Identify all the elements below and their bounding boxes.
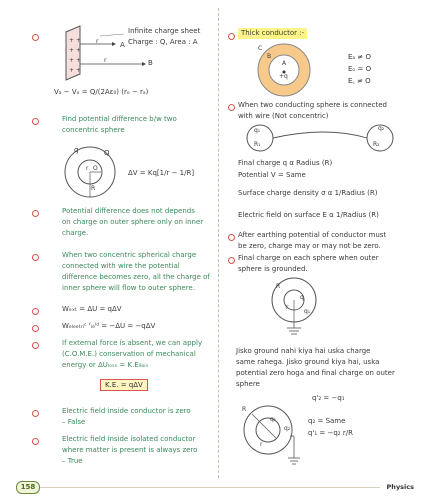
ground-q1: q₁ (304, 308, 311, 315)
sphere-q1: q₁ (254, 127, 261, 134)
ef-iso-line3: – True (62, 457, 83, 465)
earth-line2: be zero, charge may or may not be zero. (238, 242, 381, 250)
ext-line3: energy or ΔUₗₒₛₛ = K.E₉ₐᵢₙ (62, 361, 149, 369)
label-B: B (148, 59, 153, 67)
final-r: r (260, 441, 263, 448)
wire-line1: When two concentric spherical charge (62, 251, 197, 259)
sphere-R1: R₁ (254, 141, 261, 148)
grounded-sphere-diagram (264, 276, 324, 336)
final-charge-text: Final charge q α Radius (R) (238, 159, 333, 167)
pd-line1: Potential difference does not depends (62, 207, 195, 215)
ext-line1: If external force is absent, we can apply (62, 339, 203, 347)
potential-same-text: Potential V = Same (238, 171, 306, 179)
ground-r: r (286, 304, 289, 311)
sheet-caption: Infinite charge sheet (128, 27, 201, 35)
concentric-sphere-diagram (60, 142, 120, 202)
hindi-line2: same rahega. Jisko ground kiya hai, uska (236, 358, 380, 366)
footer-rule (40, 487, 380, 488)
ef-iso-line2: where matter is present is always zero (62, 446, 198, 454)
subject-label: Physics (386, 483, 414, 491)
bullet-icon (228, 33, 235, 40)
svg-text:+ +: + + (69, 67, 81, 74)
sheet-charge-area: Charge : Q, Area : A (128, 38, 198, 46)
hindi-line1: Jisko ground nahi kiya hai uska charge (236, 347, 371, 355)
outer-line2: sphere is grounded. (238, 265, 308, 273)
ef-iso-line1: Electric field inside isolated conductor (62, 435, 196, 443)
thick-conductor-diagram (256, 42, 312, 98)
svg-text:+ +: + + (69, 57, 81, 64)
thick-conductor-title: Thick conductor :- (238, 28, 307, 39)
work-external: Wₑₓₜ = ΔU = qΔV (62, 305, 122, 313)
delta-v-formula: ΔV = Kq[1/r − 1/R] (128, 169, 195, 177)
final-q2: q₂ (284, 425, 291, 432)
bullet-icon (32, 210, 39, 217)
wire-line4: inner sphere will flow to outer sphere. (62, 284, 195, 292)
ground-R: R (276, 283, 281, 290)
bullet-icon (32, 325, 39, 332)
ef-zero-line2: – False (62, 418, 86, 426)
sphere-q: q (74, 146, 79, 154)
find-pd-line1: Find potential difference b/w two (62, 115, 177, 123)
wire-line2: connected with wire the potential (62, 262, 180, 270)
pd-line3: charge. (62, 229, 89, 237)
field-ec: E꜀ ≠ O (348, 77, 371, 85)
sphere-r: r (86, 165, 89, 172)
ef-zero-line1: Electric field inside conductor is zero (62, 407, 191, 415)
svg-text:+ +: + + (69, 37, 81, 44)
thick-label-A: A (282, 60, 287, 67)
label-rB: r (104, 57, 107, 64)
bullet-icon (32, 308, 39, 315)
thick-label-B: B (267, 53, 272, 60)
page-number: 158 (16, 481, 40, 494)
thick-label-C: C (258, 45, 263, 52)
sphere-q2: q₂ (378, 125, 385, 132)
bullet-icon (32, 342, 39, 349)
field-eb: Eₒ = O (348, 65, 372, 73)
q2-prime-eq: q'₂ = −q₁ (312, 394, 345, 402)
sphere-R: R (91, 185, 96, 192)
bullet-icon (228, 234, 235, 241)
bullet-icon (228, 104, 235, 111)
work-electric-field: Wₑₗₑₑₜᵣᵢᶜ ᶠᵢₑˡᵈ = −ΔU = −qΔV (62, 322, 156, 330)
thick-label-q: +q (279, 73, 288, 80)
bullet-icon (228, 257, 235, 264)
connect-line1: When two conducting sphere is connected (238, 101, 387, 109)
bullet-icon (32, 254, 39, 261)
bullet-icon (32, 34, 39, 41)
q1-prime-eq: q'₁ = −q₂ r/R (308, 429, 353, 437)
formula-va-vb: Vₐ − Vₒ = Q/(2Aε₀) (rₒ − rₐ) (54, 88, 149, 96)
column-divider (218, 8, 220, 478)
pd-line2: on charge on outer sphere only on inner (62, 218, 204, 226)
q2-same-text: q₂ = Same (308, 417, 346, 425)
field-ea: Eₐ ≠ O (348, 53, 371, 61)
connect-line2: with wire (Not concentric) (238, 112, 329, 120)
surface-density-text: Surface charge density σ α 1/Radius (R) (238, 189, 378, 197)
bullet-icon (32, 410, 39, 417)
hindi-line3: potential zero hoga and final charge on outer (236, 369, 395, 377)
wire-line3: difference becomes zero, all the charge of (62, 273, 210, 281)
label-A: A (120, 41, 125, 49)
ef-surface-text: Electric field on surface E α 1/Radius (R) (238, 211, 379, 219)
final-charge-diagram (238, 402, 300, 470)
sphere-R2: R₂ (373, 141, 380, 148)
final-R: R (242, 406, 247, 413)
sphere-O: O (93, 165, 98, 172)
label-rA: r (96, 38, 99, 45)
hindi-line4: sphere (236, 380, 260, 388)
outer-line1: Final charge on each sphere when outer (238, 254, 379, 262)
ext-line2: (C.O.M.E.) conservation of mechanical (62, 350, 196, 358)
sphere-Q: Q (104, 149, 110, 157)
ke-formula-box: K.E. = qΔV (100, 379, 148, 391)
bullet-icon (32, 438, 39, 445)
final-q1: q₁ (270, 416, 277, 423)
svg-text:+ +: + + (69, 47, 81, 54)
find-pd-line2: concentric sphere (62, 126, 125, 134)
earth-line1: After earthing potential of conductor must (238, 231, 387, 239)
bullet-icon (32, 118, 39, 125)
ground-q: q (300, 294, 304, 301)
